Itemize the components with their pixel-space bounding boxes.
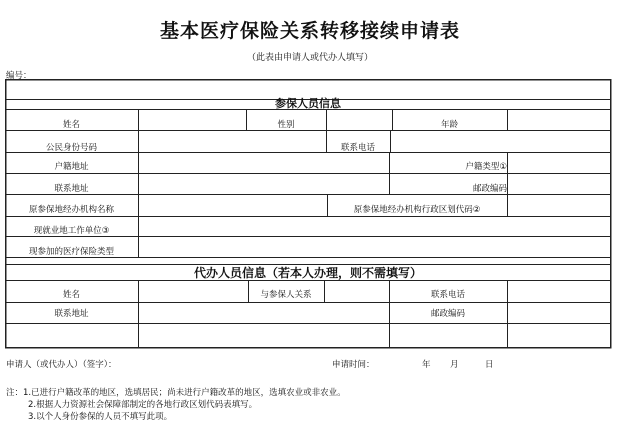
- current-employer-field[interactable]: [140, 218, 609, 235]
- orig-region-code-label: 原参保地经办机构行政区划代码②: [353, 205, 481, 215]
- orig-agency-field[interactable]: [140, 196, 326, 215]
- name-label: 姓名: [62, 120, 80, 130]
- agent-relation-label: 与参保人关系: [260, 290, 312, 300]
- agent-postcode-field[interactable]: [509, 304, 609, 322]
- age-label: 年龄: [440, 120, 458, 130]
- hukou-type-label: 户籍类型①: [465, 162, 507, 172]
- orig-agency-label: 原参保地经办机构名称: [28, 205, 114, 215]
- note-1: 注：1.已进行户籍改革的地区，选填居民；尚未进行户籍改革的地区，选填农业或非农业。: [6, 388, 346, 398]
- hukou-address-field[interactable]: [140, 154, 388, 172]
- agent-postcode-label: 邮政编码: [430, 309, 465, 319]
- day-label: 日: [485, 360, 494, 370]
- agent-name-label: 姓名: [62, 290, 80, 300]
- year-label: 年: [422, 360, 431, 370]
- name-field[interactable]: [140, 111, 244, 129]
- phone-label: 联系电话: [340, 143, 375, 153]
- applicant-signature-label: 申请人（或代办人）（签字）：: [6, 360, 117, 370]
- age-field[interactable]: [509, 111, 609, 129]
- number-label: 编号：: [6, 71, 32, 81]
- orig-region-code-field[interactable]: [509, 196, 609, 215]
- hukou-address-label: 户籍地址: [54, 162, 89, 172]
- id-number-label: 公民身份号码: [45, 143, 97, 153]
- contact-address-label: 联系地址: [54, 184, 89, 194]
- postcode-label: 邮政编码: [472, 184, 507, 194]
- postcode-field[interactable]: [509, 175, 609, 193]
- hukou-type-field[interactable]: [509, 154, 609, 172]
- gender-field[interactable]: [328, 111, 390, 129]
- agent-contact-address-field[interactable]: [140, 304, 388, 322]
- agent-relation-field[interactable]: [326, 282, 388, 301]
- note-3: 3.以个人身份参保的人员不填写此项。: [28, 412, 173, 422]
- section2-heading: 代办人员信息（若本人办理，则不需填写）: [193, 266, 422, 280]
- section1-heading: 参保人员信息: [275, 97, 341, 110]
- agent-phone-label: 联系电话: [430, 290, 465, 300]
- form-title: 基本医疗保险关系转移接续申请表: [159, 20, 460, 42]
- month-label: 月: [450, 360, 459, 370]
- current-insurance-label: 现参加的医疗保险类型: [28, 247, 114, 257]
- gender-label: 性别: [277, 120, 295, 130]
- note-2: 2.根据人力资源社会保障部制定的各地行政区划代码表填写。: [28, 400, 258, 410]
- current-employer-label: 现就业地工作单位③: [33, 226, 110, 236]
- contact-address-field[interactable]: [140, 175, 388, 193]
- phone-field[interactable]: [392, 132, 609, 151]
- form-subtitle: （此表由申请人或代办人填写）: [246, 53, 373, 63]
- agent-contact-address-label: 联系地址: [54, 309, 89, 319]
- agent-phone-field[interactable]: [509, 282, 609, 301]
- id-number-field[interactable]: [140, 132, 324, 151]
- application-date-label: 申请时间：: [332, 360, 375, 370]
- agent-name-field[interactable]: [140, 282, 246, 301]
- current-insurance-field[interactable]: [140, 238, 609, 256]
